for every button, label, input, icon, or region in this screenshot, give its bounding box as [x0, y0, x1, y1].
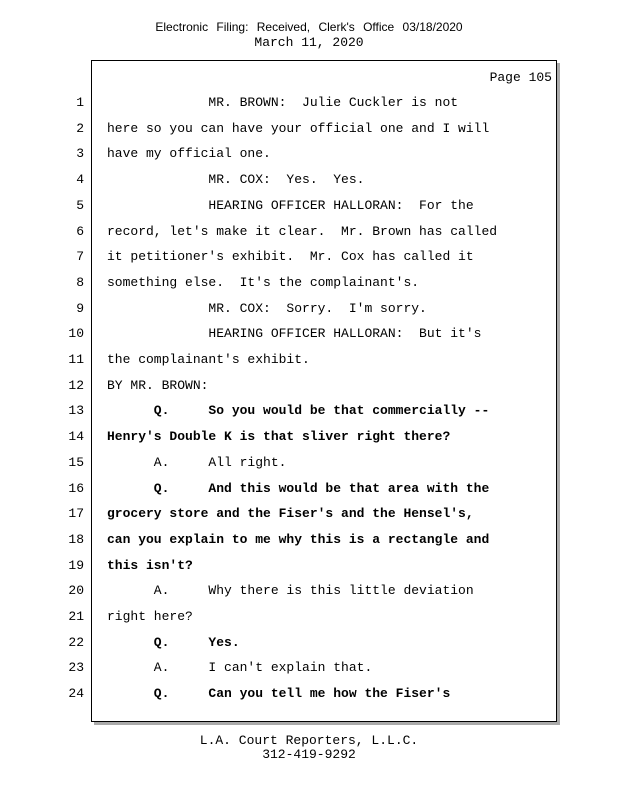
line-number: 22: [68, 634, 84, 650]
line-number: 7: [76, 249, 84, 265]
line-number: 5: [76, 197, 84, 213]
hearing-date: March 11, 2020: [254, 35, 364, 50]
line-number: 2: [76, 120, 84, 136]
line-text: it petitioner's exhibit. Mr. Cox has called it: [107, 249, 474, 265]
line-text: Q. So you would be that commercially --: [107, 403, 490, 419]
line-text: BY MR. BROWN:: [107, 377, 209, 393]
line-text: HEARING OFFICER HALLORAN: But it's: [107, 326, 482, 342]
line-number: 19: [68, 557, 84, 573]
line-text: something else. It's the complainant's.: [107, 274, 420, 290]
line-number: 4: [76, 172, 84, 188]
line-number: 8: [76, 274, 84, 290]
line-number: 21: [68, 609, 84, 624]
line-text: A. All right.: [107, 454, 287, 470]
reporter-phone: 312-419-9292: [262, 747, 356, 762]
reporter-company: L.A. Court Reporters, L.L.C.: [199, 733, 419, 748]
line-text: grocery store and the Fiser's and the Hensel's,: [107, 506, 474, 522]
page-number: Page 105: [489, 70, 552, 85]
line-text: this isn't?: [107, 557, 193, 573]
line-text: right here?: [107, 609, 193, 624]
line-number: 13: [68, 403, 84, 419]
line-number: 10: [68, 326, 84, 342]
line-number: 18: [68, 531, 84, 547]
line-number: 12: [68, 377, 84, 393]
line-number: 3: [76, 146, 84, 162]
line-text: MR. COX: Sorry. I'm sorry.: [107, 300, 427, 316]
line-text: A. Why there is this little deviation: [107, 583, 474, 599]
line-text: Q. Yes.: [107, 634, 240, 650]
line-number: 20: [68, 583, 84, 599]
line-text: the complainant's exhibit.: [107, 352, 310, 367]
line-number: 23: [68, 660, 84, 676]
line-text: here so you can have your official one and I will: [107, 120, 490, 136]
line-text: can you explain to me why this is a rectangle and: [107, 531, 490, 547]
line-text: Q. And this would be that area with the: [107, 480, 490, 496]
line-number: 1: [76, 95, 84, 110]
line-text: MR. BROWN: Julie Cuckler is not: [107, 95, 459, 110]
line-text: A. I can't explain that.: [107, 660, 373, 676]
line-number: 9: [76, 300, 84, 316]
line-text: Q. Can you tell me how the Fiser's: [107, 686, 451, 702]
line-number: 14: [68, 429, 84, 445]
line-text: Henry's Double K is that sliver right there?: [107, 429, 451, 445]
line-number: 17: [68, 506, 84, 522]
line-text: have my official one.: [107, 146, 271, 162]
line-number: 24: [68, 686, 84, 702]
line-number: 16: [68, 480, 84, 496]
line-number: 15: [68, 454, 84, 470]
filing-stamp: Electronic Filing: Received, Clerk's Office 03/18/2020: [155, 20, 463, 34]
line-number: 11: [68, 352, 84, 367]
line-text: MR. COX: Yes. Yes.: [107, 172, 365, 188]
line-text: record, let's make it clear. Mr. Brown has called: [107, 223, 498, 239]
line-text: HEARING OFFICER HALLORAN: For the: [107, 197, 474, 213]
line-number: 6: [76, 223, 84, 239]
